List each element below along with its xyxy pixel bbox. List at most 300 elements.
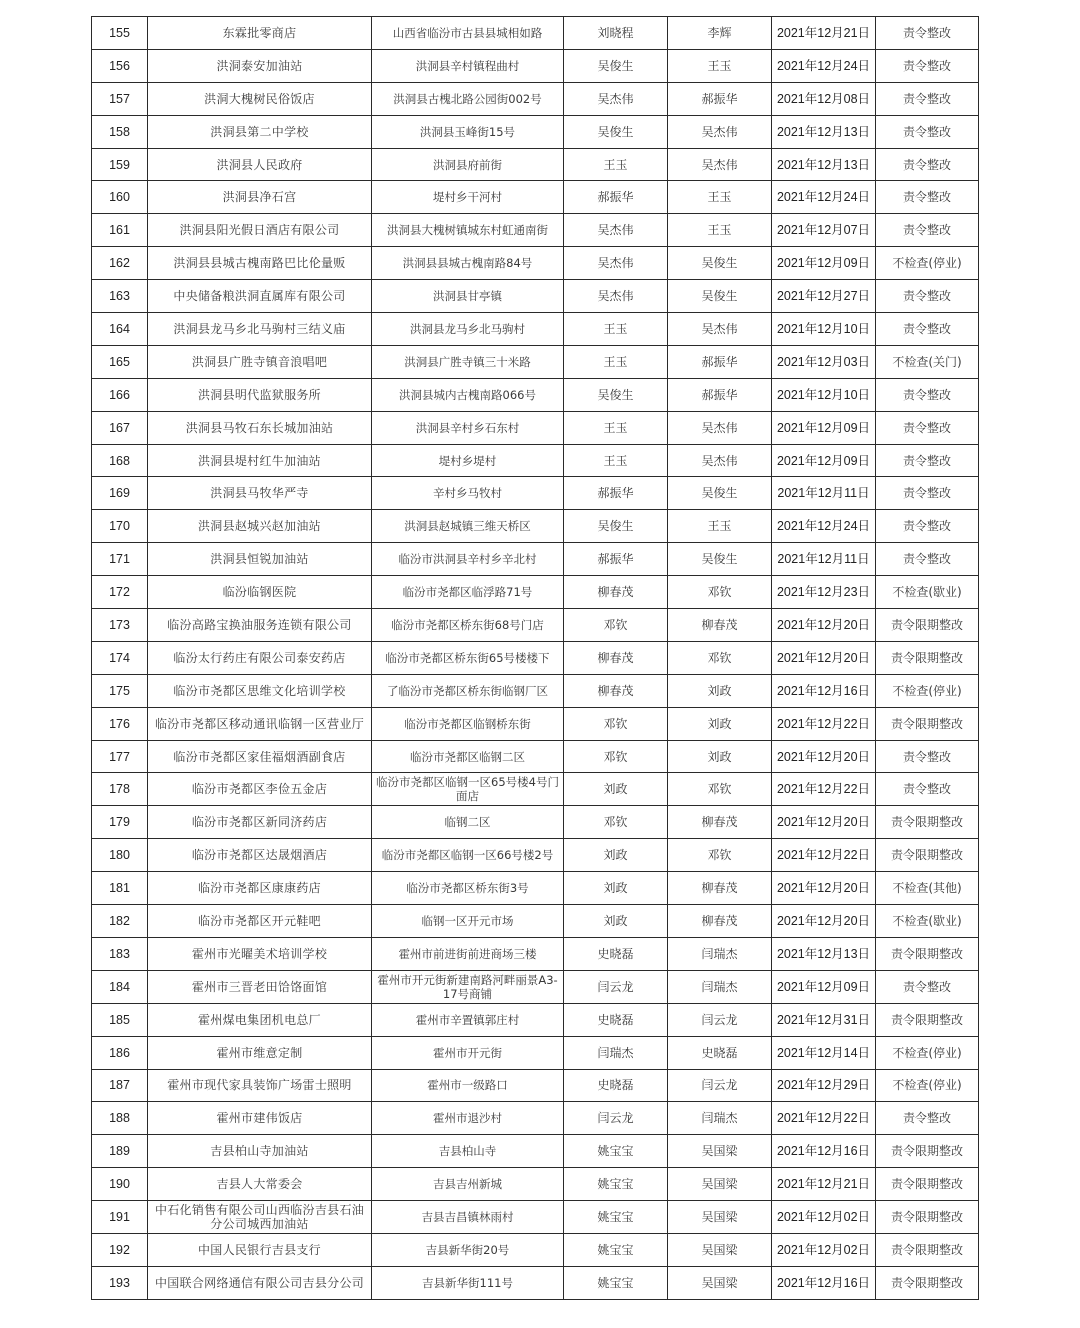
unit-name: 霍州煤电集团机电总厂 <box>148 1003 372 1036</box>
unit-address: 临钢一区开元市场 <box>372 905 564 938</box>
inspector-1: 刘政 <box>564 839 668 872</box>
inspection-date: 2021年12月27日 <box>772 280 876 313</box>
inspector-1: 邓钦 <box>564 707 668 740</box>
inspector-1: 闫云龙 <box>564 970 668 1003</box>
unit-address: 临汾市尧都区临钢一区66号楼2号 <box>372 839 564 872</box>
inspection-result: 责令整改 <box>876 313 979 346</box>
inspector-1: 姚宝宝 <box>564 1135 668 1168</box>
inspection-date: 2021年12月24日 <box>772 49 876 82</box>
inspection-result: 责令整改 <box>876 115 979 148</box>
unit-address: 临汾市尧都区临浮路71号 <box>372 576 564 609</box>
inspection-date: 2021年12月14日 <box>772 1036 876 1069</box>
inspection-date: 2021年12月20日 <box>772 740 876 773</box>
inspection-date: 2021年12月11日 <box>772 477 876 510</box>
table-row <box>92 345 979 378</box>
unit-name: 临汾市尧都区家佳福烟酒副食店 <box>148 740 372 773</box>
inspector-2: 吴俊生 <box>668 543 772 576</box>
inspection-result: 责令限期整改 <box>876 806 979 839</box>
table-row <box>92 115 979 148</box>
inspector-1: 姚宝宝 <box>564 1233 668 1266</box>
inspector-2: 吴杰伟 <box>668 148 772 181</box>
row-number: 181 <box>92 872 148 905</box>
inspector-1: 王玉 <box>564 148 668 181</box>
inspector-2: 史晓磊 <box>668 1036 772 1069</box>
unit-address: 临汾市洪洞县辛村乡辛北村 <box>372 543 564 576</box>
row-number: 157 <box>92 82 148 115</box>
inspection-result: 责令限期整改 <box>876 839 979 872</box>
inspection-date: 2021年12月08日 <box>772 82 876 115</box>
table-row <box>92 576 979 609</box>
unit-name: 中国人民银行吉县支行 <box>148 1233 372 1266</box>
unit-name: 霍州市现代家具装饰广场雷士照明 <box>148 1069 372 1102</box>
unit-name: 东霖批零商店 <box>148 17 372 50</box>
inspector-2: 吴俊生 <box>668 477 772 510</box>
row-number: 187 <box>92 1069 148 1102</box>
inspection-result: 责令限期整改 <box>876 1003 979 1036</box>
row-number: 179 <box>92 806 148 839</box>
inspection-date: 2021年12月13日 <box>772 148 876 181</box>
table-row <box>92 1036 979 1069</box>
inspector-2: 吴杰伟 <box>668 411 772 444</box>
unit-name: 洪洞县恒锐加油站 <box>148 543 372 576</box>
table-row <box>92 477 979 510</box>
inspection-date: 2021年12月29日 <box>772 1069 876 1102</box>
inspection-result: 责令限期整改 <box>876 641 979 674</box>
inspector-1: 吴俊生 <box>564 115 668 148</box>
unit-address: 临汾市尧都区桥东街68号门店 <box>372 609 564 642</box>
unit-address: 洪洞县古槐北路公园街002号 <box>372 82 564 115</box>
unit-name: 临汾市尧都区达晟烟酒店 <box>148 839 372 872</box>
table-row <box>92 1069 979 1102</box>
inspector-2: 邓钦 <box>668 839 772 872</box>
unit-name: 临汾市尧都区新同济药店 <box>148 806 372 839</box>
inspector-1: 吴杰伟 <box>564 280 668 313</box>
inspector-2: 吴杰伟 <box>668 313 772 346</box>
row-number: 175 <box>92 674 148 707</box>
inspection-result: 责令整改 <box>876 477 979 510</box>
inspection-date: 2021年12月16日 <box>772 1135 876 1168</box>
inspection-date: 2021年12月20日 <box>772 872 876 905</box>
unit-address: 吉县柏山寺 <box>372 1135 564 1168</box>
table-row <box>92 1168 979 1201</box>
row-number: 185 <box>92 1003 148 1036</box>
table-row <box>92 1201 979 1234</box>
table-row <box>92 740 979 773</box>
table-row <box>92 674 979 707</box>
unit-name: 洪洞县堤村红牛加油站 <box>148 444 372 477</box>
inspector-1: 王玉 <box>564 313 668 346</box>
inspector-2: 邓钦 <box>668 641 772 674</box>
row-number: 184 <box>92 970 148 1003</box>
row-number: 190 <box>92 1168 148 1201</box>
unit-address: 洪洞县城内古槐南路066号 <box>372 378 564 411</box>
unit-address: 吉县吉昌镇林雨村 <box>372 1201 564 1234</box>
inspection-date: 2021年12月11日 <box>772 543 876 576</box>
unit-address: 洪洞县辛村镇程曲村 <box>372 49 564 82</box>
unit-address: 了临汾市尧都区桥东街临钢厂区 <box>372 674 564 707</box>
inspection-result: 责令限期整改 <box>876 609 979 642</box>
table-row <box>92 1233 979 1266</box>
inspector-1: 闫瑞杰 <box>564 1036 668 1069</box>
inspector-2: 郝振华 <box>668 82 772 115</box>
inspection-date: 2021年12月31日 <box>772 1003 876 1036</box>
inspection-result: 责令整改 <box>876 148 979 181</box>
inspector-2: 闫瑞杰 <box>668 970 772 1003</box>
inspector-2: 闫云龙 <box>668 1069 772 1102</box>
unit-address: 洪洞县赵城镇三维天桥区 <box>372 510 564 543</box>
table-row <box>92 1003 979 1036</box>
unit-address: 山西省临汾市古县县城相如路 <box>372 17 564 50</box>
unit-name: 霍州市光曜美术培训学校 <box>148 937 372 970</box>
inspector-2: 王玉 <box>668 214 772 247</box>
inspection-result: 责令整改 <box>876 17 979 50</box>
unit-name: 临汾市尧都区思维文化培训学校 <box>148 674 372 707</box>
inspector-1: 姚宝宝 <box>564 1201 668 1234</box>
inspection-result: 责令限期整改 <box>876 707 979 740</box>
unit-name: 霍州市建伟饭店 <box>148 1102 372 1135</box>
inspector-2: 柳春茂 <box>668 609 772 642</box>
unit-address: 洪洞县县城古槐南路84号 <box>372 247 564 280</box>
row-number: 156 <box>92 49 148 82</box>
table-row <box>92 411 979 444</box>
inspection-date: 2021年12月03日 <box>772 345 876 378</box>
inspection-result: 不检查(歇业) <box>876 576 979 609</box>
inspector-1: 吴俊生 <box>564 49 668 82</box>
inspection-date: 2021年12月22日 <box>772 1102 876 1135</box>
inspection-result: 责令整改 <box>876 444 979 477</box>
table-row <box>92 839 979 872</box>
inspection-date: 2021年12月10日 <box>772 313 876 346</box>
inspector-1: 柳春茂 <box>564 641 668 674</box>
unit-name: 洪洞县县城古槐南路巴比伦量贩 <box>148 247 372 280</box>
row-number: 189 <box>92 1135 148 1168</box>
inspector-1: 吴杰伟 <box>564 247 668 280</box>
inspector-1: 刘政 <box>564 872 668 905</box>
row-number: 172 <box>92 576 148 609</box>
unit-name: 中国联合网络通信有限公司吉县分公司 <box>148 1266 372 1299</box>
unit-address: 临汾市尧都区桥东街65号楼楼下 <box>372 641 564 674</box>
inspection-date: 2021年12月07日 <box>772 214 876 247</box>
table-row <box>92 937 979 970</box>
inspection-date: 2021年12月21日 <box>772 1168 876 1201</box>
unit-address: 堤村乡干河村 <box>372 181 564 214</box>
row-number: 178 <box>92 773 148 806</box>
inspector-2: 吴国梁 <box>668 1168 772 1201</box>
inspector-2: 吴俊生 <box>668 280 772 313</box>
table-row <box>92 17 979 50</box>
unit-name: 中央储备粮洪洞直属库有限公司 <box>148 280 372 313</box>
inspector-1: 郝振华 <box>564 543 668 576</box>
table-row <box>92 543 979 576</box>
inspection-result: 不检查(停业) <box>876 674 979 707</box>
inspection-result: 不检查(停业) <box>876 1069 979 1102</box>
inspector-2: 吴国梁 <box>668 1201 772 1234</box>
unit-name: 吉县柏山寺加油站 <box>148 1135 372 1168</box>
inspector-1: 柳春茂 <box>564 576 668 609</box>
unit-name: 洪洞县赵城兴赵加油站 <box>148 510 372 543</box>
unit-name: 霍州市维意定制 <box>148 1036 372 1069</box>
table-row <box>92 280 979 313</box>
unit-address: 霍州市辛置镇郭庄村 <box>372 1003 564 1036</box>
unit-name: 洪洞县马牧华严寺 <box>148 477 372 510</box>
inspector-1: 姚宝宝 <box>564 1266 668 1299</box>
unit-name: 中石化销售有限公司山西临汾吉县石油分公司城西加油站 <box>148 1201 372 1234</box>
inspection-date: 2021年12月20日 <box>772 905 876 938</box>
inspector-2: 吴杰伟 <box>668 115 772 148</box>
inspector-1: 柳春茂 <box>564 674 668 707</box>
table-row <box>92 444 979 477</box>
inspector-1: 郝振华 <box>564 181 668 214</box>
row-number: 162 <box>92 247 148 280</box>
inspector-2: 刘政 <box>668 674 772 707</box>
inspector-1: 吴杰伟 <box>564 82 668 115</box>
inspection-result: 责令整改 <box>876 181 979 214</box>
inspection-date: 2021年12月13日 <box>772 937 876 970</box>
row-number: 183 <box>92 937 148 970</box>
unit-address: 霍州市退沙村 <box>372 1102 564 1135</box>
unit-address: 吉县吉州新城 <box>372 1168 564 1201</box>
inspector-2: 刘政 <box>668 740 772 773</box>
inspector-2: 王玉 <box>668 49 772 82</box>
table-row <box>92 247 979 280</box>
unit-name: 临汾市尧都区开元鞋吧 <box>148 905 372 938</box>
table-row <box>92 214 979 247</box>
inspector-2: 吴国梁 <box>668 1233 772 1266</box>
inspection-result: 不检查(歇业) <box>876 905 979 938</box>
inspection-date: 2021年12月24日 <box>772 510 876 543</box>
unit-address: 洪洞县辛村乡石东村 <box>372 411 564 444</box>
unit-address: 临汾市尧都区临钢一区65号楼4号门面店 <box>372 773 564 806</box>
unit-address: 临钢二区 <box>372 806 564 839</box>
table-row <box>92 1135 979 1168</box>
inspection-result: 责令限期整改 <box>876 1266 979 1299</box>
row-number: 158 <box>92 115 148 148</box>
unit-name: 洪洞县阳光假日酒店有限公司 <box>148 214 372 247</box>
inspection-table <box>91 16 979 1300</box>
unit-name: 洪洞县广胜寺镇音浪唱吧 <box>148 345 372 378</box>
row-number: 192 <box>92 1233 148 1266</box>
unit-address: 辛村乡马牧村 <box>372 477 564 510</box>
inspector-2: 柳春茂 <box>668 872 772 905</box>
row-number: 169 <box>92 477 148 510</box>
inspector-1: 闫云龙 <box>564 1102 668 1135</box>
inspector-2: 吴杰伟 <box>668 444 772 477</box>
inspection-result: 责令整改 <box>876 280 979 313</box>
table-row <box>92 707 979 740</box>
unit-name: 临汾高路宝换油服务连锁有限公司 <box>148 609 372 642</box>
table-row <box>92 806 979 839</box>
row-number: 168 <box>92 444 148 477</box>
unit-address: 吉县新华街20号 <box>372 1233 564 1266</box>
table-row <box>92 1102 979 1135</box>
inspector-2: 闫瑞杰 <box>668 937 772 970</box>
unit-name: 霍州市三晋老田饸饹面馆 <box>148 970 372 1003</box>
table-row <box>92 82 979 115</box>
inspector-1: 郝振华 <box>564 477 668 510</box>
inspector-1: 史晓磊 <box>564 1003 668 1036</box>
table-row <box>92 641 979 674</box>
inspection-result: 责令整改 <box>876 740 979 773</box>
inspector-2: 柳春茂 <box>668 905 772 938</box>
row-number: 191 <box>92 1201 148 1234</box>
inspection-date: 2021年12月20日 <box>772 806 876 839</box>
unit-address: 吉县新华街111号 <box>372 1266 564 1299</box>
row-number: 170 <box>92 510 148 543</box>
table-row <box>92 609 979 642</box>
table-row <box>92 510 979 543</box>
inspector-1: 吴杰伟 <box>564 214 668 247</box>
inspector-1: 史晓磊 <box>564 937 668 970</box>
inspection-date: 2021年12月02日 <box>772 1201 876 1234</box>
unit-address: 洪洞县广胜寺镇三十米路 <box>372 345 564 378</box>
unit-name: 洪洞县明代监狱服务所 <box>148 378 372 411</box>
unit-address: 霍州市开元街新建南路河畔丽景A3-17号商铺 <box>372 970 564 1003</box>
row-number: 161 <box>92 214 148 247</box>
unit-address: 临汾市尧都区临钢桥东街 <box>372 707 564 740</box>
inspector-2: 王玉 <box>668 510 772 543</box>
inspection-date: 2021年12月22日 <box>772 707 876 740</box>
inspection-result: 不检查(关门) <box>876 345 979 378</box>
table-row <box>92 970 979 1003</box>
inspector-1: 刘晓程 <box>564 17 668 50</box>
inspection-date: 2021年12月10日 <box>772 378 876 411</box>
row-number: 176 <box>92 707 148 740</box>
inspection-date: 2021年12月02日 <box>772 1233 876 1266</box>
table-row <box>92 181 979 214</box>
inspection-date: 2021年12月09日 <box>772 247 876 280</box>
inspector-1: 王玉 <box>564 444 668 477</box>
row-number: 177 <box>92 740 148 773</box>
inspection-date: 2021年12月22日 <box>772 773 876 806</box>
inspector-1: 刘政 <box>564 905 668 938</box>
inspection-result: 不检查(停业) <box>876 247 979 280</box>
inspection-result: 责令整改 <box>876 378 979 411</box>
inspection-result: 责令限期整改 <box>876 1201 979 1234</box>
table-row <box>92 313 979 346</box>
inspection-date: 2021年12月09日 <box>772 970 876 1003</box>
inspector-1: 王玉 <box>564 345 668 378</box>
inspector-1: 王玉 <box>564 411 668 444</box>
unit-name: 洪洞县龙马乡北马驹村三结义庙 <box>148 313 372 346</box>
row-number: 160 <box>92 181 148 214</box>
inspection-date: 2021年12月24日 <box>772 181 876 214</box>
inspection-date: 2021年12月20日 <box>772 609 876 642</box>
inspection-result: 责令限期整改 <box>876 1135 979 1168</box>
unit-address: 洪洞县大槐树镇城东村虹通南街 <box>372 214 564 247</box>
unit-address: 洪洞县甘亭镇 <box>372 280 564 313</box>
table-row <box>92 1266 979 1299</box>
table-row <box>92 872 979 905</box>
table-row <box>92 49 979 82</box>
inspector-2: 刘政 <box>668 707 772 740</box>
inspection-date: 2021年12月23日 <box>772 576 876 609</box>
inspector-1: 刘政 <box>564 773 668 806</box>
unit-address: 临汾市尧都区桥东街3号 <box>372 872 564 905</box>
row-number: 182 <box>92 905 148 938</box>
unit-address: 霍州市一级路口 <box>372 1069 564 1102</box>
unit-name: 洪洞县马牧石东长城加油站 <box>148 411 372 444</box>
inspection-result: 不检查(停业) <box>876 1036 979 1069</box>
inspection-date: 2021年12月13日 <box>772 115 876 148</box>
row-number: 171 <box>92 543 148 576</box>
inspector-1: 邓钦 <box>564 740 668 773</box>
inspector-2: 郝振华 <box>668 378 772 411</box>
unit-name: 洪洞大槐树民俗饭店 <box>148 82 372 115</box>
inspection-result: 责令整改 <box>876 411 979 444</box>
row-number: 164 <box>92 313 148 346</box>
row-number: 159 <box>92 148 148 181</box>
unit-name: 临汾市尧都区康康药店 <box>148 872 372 905</box>
unit-address: 霍州市开元街 <box>372 1036 564 1069</box>
inspection-result: 责令整改 <box>876 970 979 1003</box>
row-number: 180 <box>92 839 148 872</box>
unit-address: 霍州市前进街前进商场三楼 <box>372 937 564 970</box>
row-number: 173 <box>92 609 148 642</box>
row-number: 193 <box>92 1266 148 1299</box>
inspector-2: 吴俊生 <box>668 247 772 280</box>
row-number: 165 <box>92 345 148 378</box>
unit-name: 洪洞县人民政府 <box>148 148 372 181</box>
inspector-2: 邓钦 <box>668 773 772 806</box>
inspection-date: 2021年12月16日 <box>772 1266 876 1299</box>
inspector-2: 郝振华 <box>668 345 772 378</box>
unit-name: 洪洞县净石宫 <box>148 181 372 214</box>
table-row <box>92 905 979 938</box>
unit-address: 临汾市尧都区临钢二区 <box>372 740 564 773</box>
inspection-date: 2021年12月21日 <box>772 17 876 50</box>
inspection-date: 2021年12月22日 <box>772 839 876 872</box>
inspection-result: 责令整改 <box>876 49 979 82</box>
inspector-2: 吴国梁 <box>668 1135 772 1168</box>
inspection-date: 2021年12月20日 <box>772 641 876 674</box>
inspection-date: 2021年12月09日 <box>772 444 876 477</box>
unit-name: 洪洞县第二中学校 <box>148 115 372 148</box>
inspection-result: 责令整改 <box>876 543 979 576</box>
inspection-date: 2021年12月09日 <box>772 411 876 444</box>
unit-name: 临汾太行药庄有限公司泰安药店 <box>148 641 372 674</box>
unit-address: 洪洞县龙马乡北马驹村 <box>372 313 564 346</box>
table-row <box>92 378 979 411</box>
inspection-result: 责令整改 <box>876 510 979 543</box>
row-number: 167 <box>92 411 148 444</box>
inspection-result: 责令整改 <box>876 214 979 247</box>
unit-address: 洪洞县府前街 <box>372 148 564 181</box>
inspector-1: 邓钦 <box>564 806 668 839</box>
unit-name: 临汾市尧都区移动通讯临钢一区营业厅 <box>148 707 372 740</box>
inspection-result: 责令整改 <box>876 773 979 806</box>
row-number: 166 <box>92 378 148 411</box>
unit-name: 临汾市尧都区李俭五金店 <box>148 773 372 806</box>
table-row <box>92 148 979 181</box>
inspector-1: 邓钦 <box>564 609 668 642</box>
inspection-result: 责令限期整改 <box>876 937 979 970</box>
inspection-result: 责令限期整改 <box>876 1168 979 1201</box>
inspector-2: 李辉 <box>668 17 772 50</box>
inspector-1: 吴俊生 <box>564 378 668 411</box>
inspection-result: 责令限期整改 <box>876 1233 979 1266</box>
unit-name: 吉县人大常委会 <box>148 1168 372 1201</box>
inspector-2: 柳春茂 <box>668 806 772 839</box>
inspector-2: 王玉 <box>668 181 772 214</box>
inspection-result: 责令整改 <box>876 82 979 115</box>
inspector-2: 邓钦 <box>668 576 772 609</box>
table-row <box>92 773 979 806</box>
row-number: 188 <box>92 1102 148 1135</box>
unit-name: 洪洞泰安加油站 <box>148 49 372 82</box>
inspector-2: 吴国梁 <box>668 1266 772 1299</box>
inspector-1: 吴俊生 <box>564 510 668 543</box>
unit-address: 洪洞县玉峰街15号 <box>372 115 564 148</box>
